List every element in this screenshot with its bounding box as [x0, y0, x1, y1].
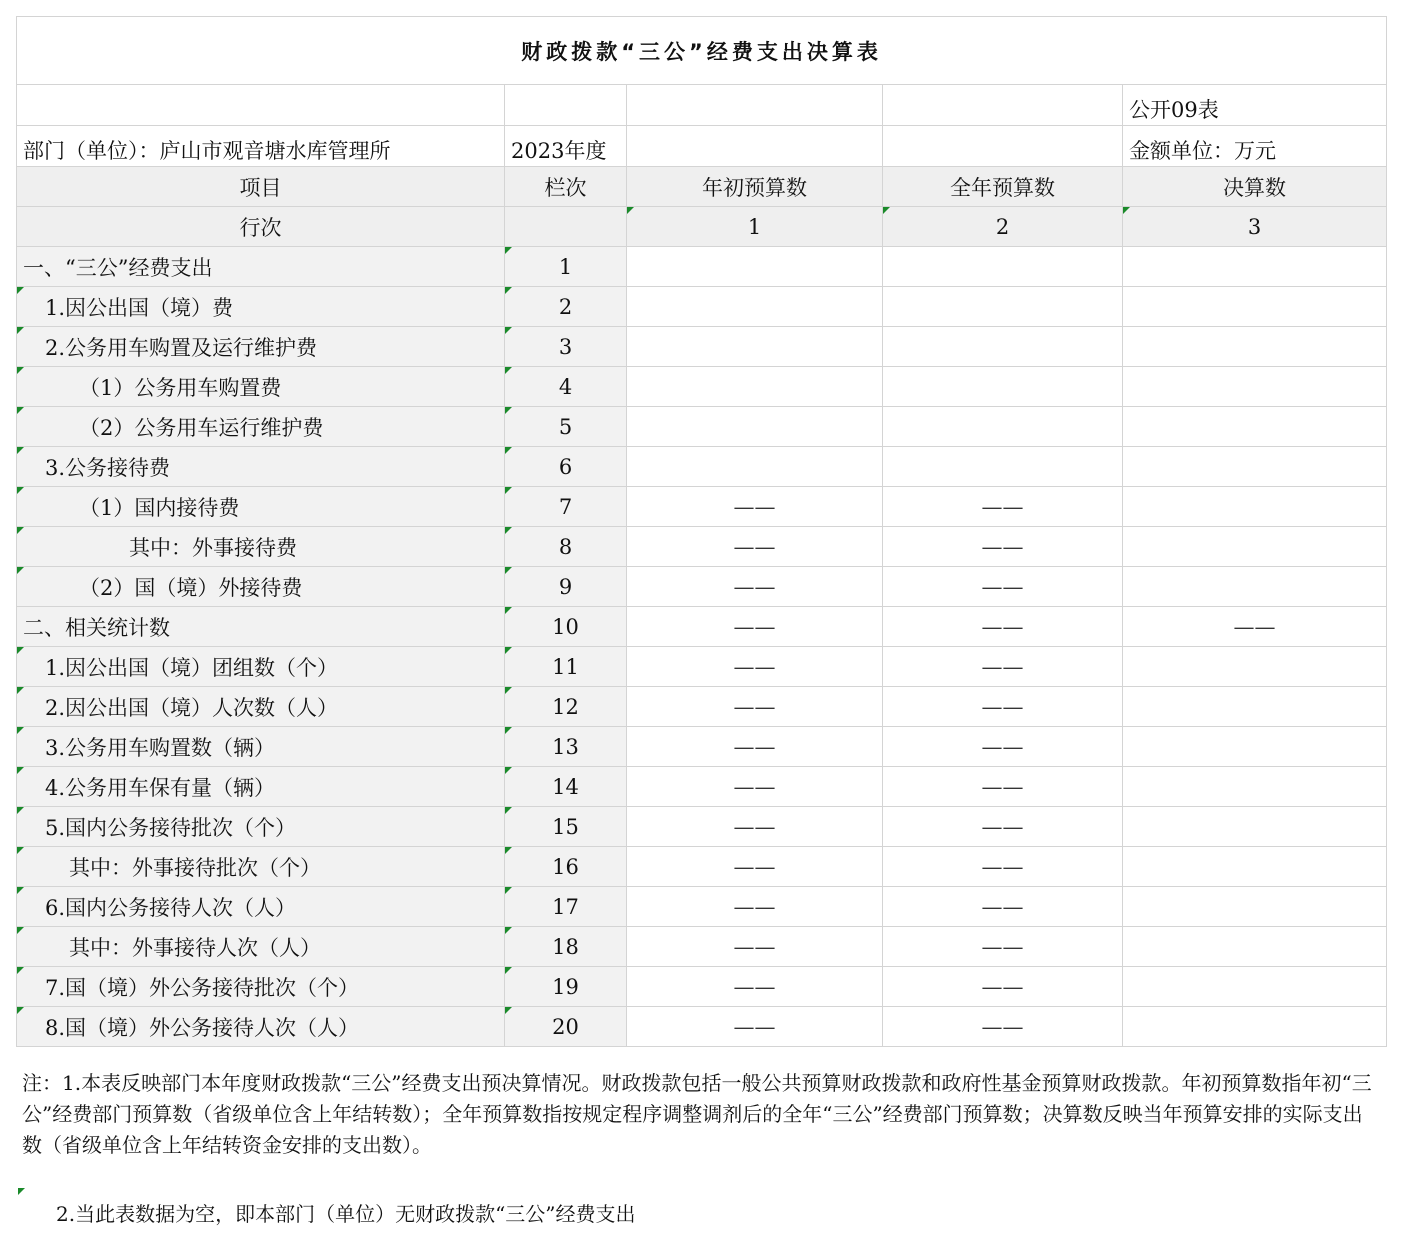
initial-budget-cell[interactable]: —— [627, 807, 883, 847]
table-row [17, 767, 1387, 807]
row-number: 7 [505, 487, 627, 527]
row-label: 一、“三公”经费支出 [17, 247, 505, 287]
row-number: 6 [505, 447, 627, 487]
final-account-cell[interactable] [1123, 247, 1387, 287]
initial-budget-cell[interactable] [627, 407, 883, 447]
row-number: 16 [505, 847, 627, 887]
initial-budget-cell[interactable] [627, 367, 883, 407]
col-index-2: 2 [883, 207, 1123, 247]
initial-budget-cell[interactable]: —— [627, 967, 883, 1007]
department-name: 部门（单位）：庐山市观音塘水库管理所 [17, 126, 505, 167]
final-account-cell[interactable] [1123, 647, 1387, 687]
initial-budget-cell[interactable]: —— [627, 487, 883, 527]
fiscal-year: 2023年度 [505, 126, 627, 167]
full-year-budget-cell[interactable]: —— [883, 847, 1123, 887]
row-number: 20 [505, 1007, 627, 1047]
table-row [17, 487, 1387, 527]
row-label: 3.公务用车购置数（辆） [17, 727, 505, 767]
final-account-cell[interactable] [1123, 287, 1387, 327]
row-label: 5.国内公务接待批次（个） [17, 807, 505, 847]
final-account-cell[interactable] [1123, 447, 1387, 487]
full-year-budget-cell[interactable] [883, 247, 1123, 287]
row-label: （1）公务用车购置费 [17, 367, 505, 407]
final-account-cell[interactable]: —— [1123, 607, 1387, 647]
table-row [17, 807, 1387, 847]
row-number: 5 [505, 407, 627, 447]
form-code: 公开09表 [1123, 85, 1387, 126]
row-number: 9 [505, 567, 627, 607]
row-number: 13 [505, 727, 627, 767]
table-row [17, 407, 1387, 447]
cell-empty[interactable] [627, 126, 883, 167]
row-number: 19 [505, 967, 627, 1007]
table-row [17, 287, 1387, 327]
full-year-budget-cell[interactable]: —— [883, 527, 1123, 567]
row-number: 2 [505, 287, 627, 327]
full-year-budget-cell[interactable]: —— [883, 887, 1123, 927]
row-label: 2.因公出国（境）人次数（人） [17, 687, 505, 727]
final-account-cell[interactable] [1123, 527, 1387, 567]
row-label: 其中：外事接待费 [17, 527, 505, 567]
table-row [17, 447, 1387, 487]
full-year-budget-cell[interactable]: —— [883, 767, 1123, 807]
full-year-budget-cell[interactable] [883, 407, 1123, 447]
initial-budget-cell[interactable]: —— [627, 647, 883, 687]
cell-empty[interactable] [505, 85, 627, 126]
final-account-cell[interactable] [1123, 367, 1387, 407]
row-label: （2）国（境）外接待费 [17, 567, 505, 607]
full-year-budget-cell[interactable] [883, 327, 1123, 367]
header-final-account: 决算数 [1123, 167, 1387, 207]
three-public-expenses-table [16, 16, 1387, 1047]
final-account-cell[interactable] [1123, 767, 1387, 807]
table-row [17, 967, 1387, 1007]
cell-empty[interactable] [883, 126, 1123, 167]
row-number: 11 [505, 647, 627, 687]
initial-budget-cell[interactable]: —— [627, 527, 883, 567]
header-full-year-budget: 全年预算数 [883, 167, 1123, 207]
full-year-budget-cell[interactable]: —— [883, 687, 1123, 727]
final-account-cell[interactable] [1123, 487, 1387, 527]
row-label: 4.公务用车保有量（辆） [17, 767, 505, 807]
row-number: 15 [505, 807, 627, 847]
table-row [17, 327, 1387, 367]
cell-empty[interactable] [505, 207, 627, 247]
row-label: 二、相关统计数 [17, 607, 505, 647]
table-row [17, 927, 1387, 967]
initial-budget-cell[interactable]: —— [627, 727, 883, 767]
header-column-no: 栏次 [505, 167, 627, 207]
final-account-cell[interactable] [1123, 847, 1387, 887]
table-note: 注：1.本表反映部门本年度财政拨款“三公”经费支出预决算情况。财政拨款包括一般公共预算财政拨款和政府性基金预算财政拨款。年初预算数指年初“三公”经费部门预算数（省级单位含上年结转数）；全年预算数指按规定程序调整调剂后的全年“三公”经费部门预算数；决算数反映当年预算安排的实际支出数（省级单位含上年结转资金安排的支出数）。 [22, 1071, 1372, 1157]
table-row [17, 607, 1387, 647]
table-row [17, 367, 1387, 407]
final-account-cell[interactable] [1123, 407, 1387, 447]
col-index-1: 1 [627, 207, 883, 247]
final-account-cell[interactable] [1123, 567, 1387, 607]
full-year-budget-cell[interactable]: —— [883, 567, 1123, 607]
table-row [17, 727, 1387, 767]
cell-empty[interactable] [627, 85, 883, 126]
final-account-cell[interactable] [1123, 807, 1387, 847]
initial-budget-cell[interactable]: —— [627, 687, 883, 727]
full-year-budget-cell[interactable]: —— [883, 807, 1123, 847]
initial-budget-cell[interactable] [627, 247, 883, 287]
row-number: 3 [505, 327, 627, 367]
header-item: 项目 [17, 167, 505, 207]
initial-budget-cell[interactable]: —— [627, 927, 883, 967]
col-index-3: 3 [1123, 207, 1387, 247]
row-label: （1）国内接待费 [17, 487, 505, 527]
full-year-budget-cell[interactable]: —— [883, 647, 1123, 687]
row-number: 1 [505, 247, 627, 287]
row-header-label: 行次 [17, 207, 505, 247]
final-account-cell[interactable] [1123, 927, 1387, 967]
initial-budget-cell[interactable]: —— [627, 847, 883, 887]
row-label: 2.公务用车购置及运行维护费 [17, 327, 505, 367]
row-number-header [17, 207, 1387, 247]
row-number: 14 [505, 767, 627, 807]
full-year-budget-cell[interactable] [883, 287, 1123, 327]
cell-empty[interactable] [17, 85, 505, 126]
table-row [17, 687, 1387, 727]
cell-empty[interactable] [883, 85, 1123, 126]
table-row [17, 887, 1387, 927]
row-number: 18 [505, 927, 627, 967]
row-number: 4 [505, 367, 627, 407]
row-label: 6.国内公务接待人次（人） [17, 887, 505, 927]
spreadsheet [16, 16, 1386, 1047]
initial-budget-cell[interactable]: —— [627, 887, 883, 927]
table-row [17, 527, 1387, 567]
row-number: 17 [505, 887, 627, 927]
row-label: 其中：外事接待人次（人） [17, 927, 505, 967]
table-row [17, 1007, 1387, 1047]
amount-unit: 金额单位：万元 [1123, 126, 1387, 167]
full-year-budget-cell[interactable]: —— [883, 727, 1123, 767]
full-year-budget-cell[interactable] [883, 367, 1123, 407]
initial-budget-cell[interactable]: —— [627, 1007, 883, 1047]
table-row [17, 647, 1387, 687]
initial-budget-cell[interactable] [627, 327, 883, 367]
table-note-2: 2.当此表数据为空，即本部门（单位）无财政拨款“三公”经费支出 [56, 1202, 636, 1226]
final-account-cell[interactable] [1123, 967, 1387, 1007]
title-row [17, 17, 1387, 85]
row-number: 12 [505, 687, 627, 727]
department-row [17, 126, 1387, 167]
row-label: 8.国（境）外公务接待人次（人） [17, 1007, 505, 1047]
form-code-row [17, 85, 1387, 126]
initial-budget-cell[interactable] [627, 287, 883, 327]
final-account-cell[interactable] [1123, 727, 1387, 767]
full-year-budget-cell[interactable]: —— [883, 927, 1123, 967]
full-year-budget-cell[interactable]: —— [883, 967, 1123, 1007]
initial-budget-cell[interactable]: —— [627, 567, 883, 607]
row-number: 10 [505, 607, 627, 647]
table-row [17, 847, 1387, 887]
comment-marker-icon [18, 1188, 25, 1195]
row-label: 其中：外事接待批次（个） [17, 847, 505, 887]
header-row [17, 167, 1387, 207]
row-number: 8 [505, 527, 627, 567]
final-account-cell[interactable] [1123, 887, 1387, 927]
table-row [17, 567, 1387, 607]
initial-budget-cell[interactable]: —— [627, 607, 883, 647]
full-year-budget-cell[interactable]: —— [883, 487, 1123, 527]
initial-budget-cell[interactable]: —— [627, 767, 883, 807]
final-account-cell[interactable] [1123, 327, 1387, 367]
row-label: 3.公务接待费 [17, 447, 505, 487]
full-year-budget-cell[interactable] [883, 447, 1123, 487]
full-year-budget-cell[interactable]: —— [883, 607, 1123, 647]
row-label: 7.国（境）外公务接待批次（个） [17, 967, 505, 1007]
table-row [17, 247, 1387, 287]
header-initial-budget: 年初预算数 [627, 167, 883, 207]
row-label: 1.因公出国（境）团组数（个） [17, 647, 505, 687]
full-year-budget-cell[interactable]: —— [883, 1007, 1123, 1047]
page-title: 财政拨款“三公”经费支出决算表 [17, 17, 1387, 85]
row-label: （2）公务用车运行维护费 [17, 407, 505, 447]
final-account-cell[interactable] [1123, 687, 1387, 727]
final-account-cell[interactable] [1123, 1007, 1387, 1047]
row-label: 1.因公出国（境）费 [17, 287, 505, 327]
initial-budget-cell[interactable] [627, 447, 883, 487]
